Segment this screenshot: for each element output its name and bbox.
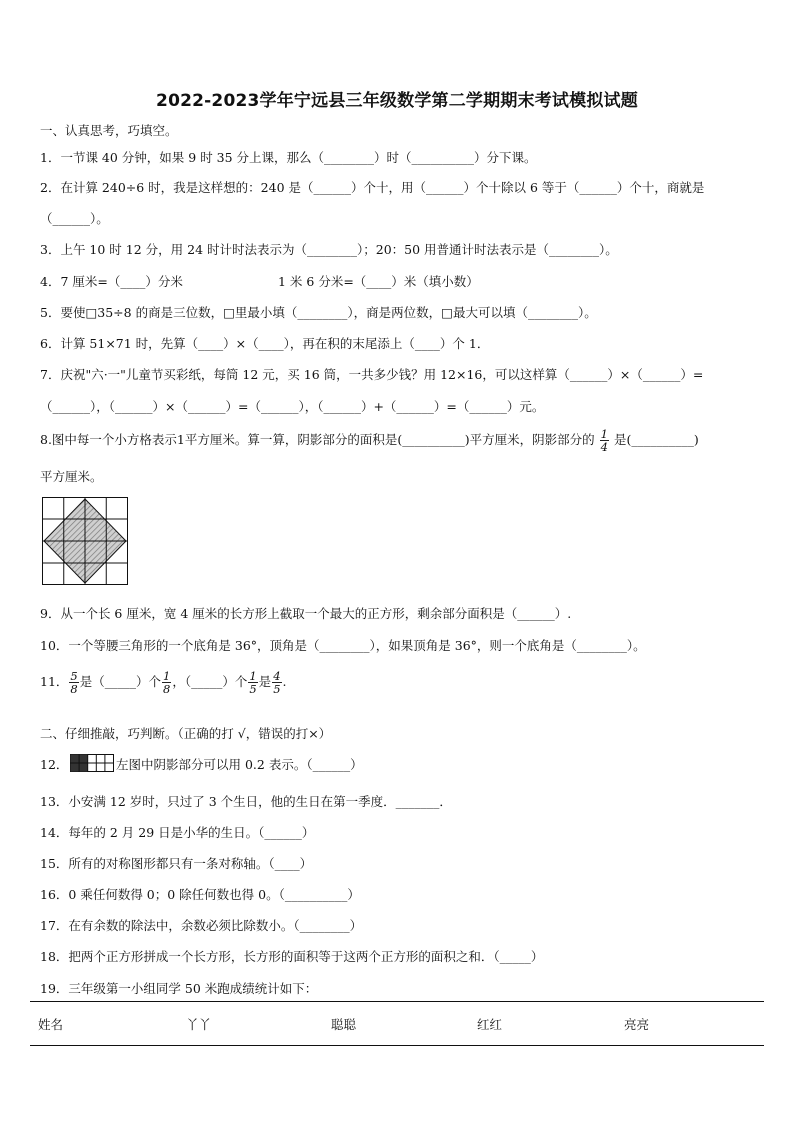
shaded-bar-figure — [70, 754, 114, 772]
question-7-line-2: （______），（______）×（______）=（______），（______）+（______）=（______）元。 — [40, 399, 545, 414]
fraction-numerator: 5 — [70, 669, 78, 683]
section-1-heading: 一、认真思考，巧填空。 — [40, 123, 178, 138]
question-11-text-4: . — [282, 674, 287, 689]
question-11 — [40, 670, 287, 695]
question-8-text-end: 是(__________) — [613, 432, 699, 447]
fraction-denominator: 5 — [249, 682, 257, 696]
fraction-denominator: 4 — [600, 440, 608, 454]
fraction-1-5 — [248, 670, 257, 695]
question-17: 17．在有余数的除法中，余数必须比除数小。（________） — [40, 918, 363, 933]
fraction-numerator: 1 — [249, 669, 257, 683]
question-11-text-1: 是（_____）个 — [79, 674, 161, 689]
question-14: 14．每年的 2 月 29 日是小华的生日。（______） — [40, 825, 315, 840]
question-12-text: 左图中阴影部分可以用 0.2 表示。（______） — [116, 757, 363, 772]
results-table — [30, 1001, 764, 1046]
question-4-part-2: 1 米 6 分米=（____）米（填小数） — [278, 274, 479, 289]
fraction-5-8 — [69, 670, 78, 695]
question-15: 15．所有的对称图形都只有一条对称轴。（____） — [40, 856, 313, 871]
question-4-part-1: 4．7 厘米=（____）分米 — [40, 274, 183, 289]
question-7-line-1: 7．庆祝"六·一"儿童节买彩纸，每筒 12 元，买 16 筒，一共多少钱？用 12×16，可以这样算（______）×（______）= — [40, 367, 704, 382]
question-9: 9．从一个长 6 厘米，宽 4 厘米的长方形上截取一个最大的正方形，剩余部分面积是（______）. — [40, 606, 572, 621]
table-cell-name: 丫丫 — [186, 1017, 212, 1032]
question-2-line-1: 2．在计算 240÷6 时，我是这样想的：240 是（______）个十，用（______）个十除以 6 等于（______）个十，商就是 — [40, 180, 705, 195]
question-10: 10．一个等腰三角形的一个底角是 36°，顶角是（________），如果顶角是 36°，则一个底角是（________）。 — [40, 638, 646, 653]
question-12-number: 12． — [40, 757, 69, 772]
question-18: 18．把两个正方形拼成一个长方形，长方形的面积等于这两个正方形的面积之和．（_____） — [40, 949, 544, 964]
fraction-4-5 — [272, 670, 281, 695]
fraction-denominator: 5 — [273, 682, 281, 696]
question-11-text-2: ，（_____）个 — [172, 674, 248, 689]
question-11-text-3: 是 — [258, 674, 272, 689]
fraction-denominator: 8 — [163, 682, 171, 696]
fraction-numerator: 4 — [273, 669, 281, 683]
question-2-line-2: （______）。 — [40, 211, 109, 226]
fraction-one-quarter — [600, 428, 609, 453]
fraction-1-8 — [162, 670, 171, 695]
table-cell-name: 红红 — [477, 1017, 503, 1032]
question-1: 1．一节课 40 分钟，如果 9 时 35 分上课，那么（________）时（__________）分下课。 — [40, 150, 537, 165]
table-header-name: 姓名 — [38, 1017, 64, 1032]
question-6: 6．计算 51×71 时，先算（____）×（____），再在积的末尾添上（____）个 1． — [40, 336, 490, 351]
question-8-text: 8.图中每一个小方格表示1平方厘米。算一算，阴影部分的面积是(__________)平方厘米，阴影部分的 — [40, 432, 595, 447]
fraction-numerator: 1 — [600, 427, 608, 441]
question-13: 13．小安满 12 岁时，只过了 3 个生日，他的生日在第一季度．_______． — [40, 794, 452, 809]
table-cell-name: 聪聪 — [331, 1017, 357, 1032]
question-8-line-2: 平方厘米。 — [40, 469, 103, 484]
fraction-denominator: 8 — [70, 682, 78, 696]
question-8-line-1 — [40, 428, 699, 453]
question-11-number: 11． — [40, 674, 69, 689]
fraction-numerator: 1 — [163, 669, 171, 683]
section-2-heading: 二、仔细推敲，巧判断。（正确的打 √，错误的打×） — [40, 726, 332, 741]
page-title: 2022-2023学年宁远县三年级数学第二学期期末考试模拟试题 — [156, 91, 638, 111]
question-5: 5．要使□35÷8 的商是三位数，□里最小填（________），商是两位数，□最大可以填（________）。 — [40, 305, 597, 320]
table-cell-name: 亮亮 — [624, 1017, 650, 1032]
question-3: 3．上午 10 时 12 分，用 24 时计时法表示为（________）；20：50 用普通计时法表示是（________）。 — [40, 242, 618, 257]
question-19: 19．三年级第一小组同学 50 米跑成绩统计如下： — [40, 981, 318, 996]
question-16: 16．0 乘任何数得 0；0 除任何数也得 0。（__________） — [40, 887, 360, 902]
grid-diamond-figure — [42, 497, 128, 585]
